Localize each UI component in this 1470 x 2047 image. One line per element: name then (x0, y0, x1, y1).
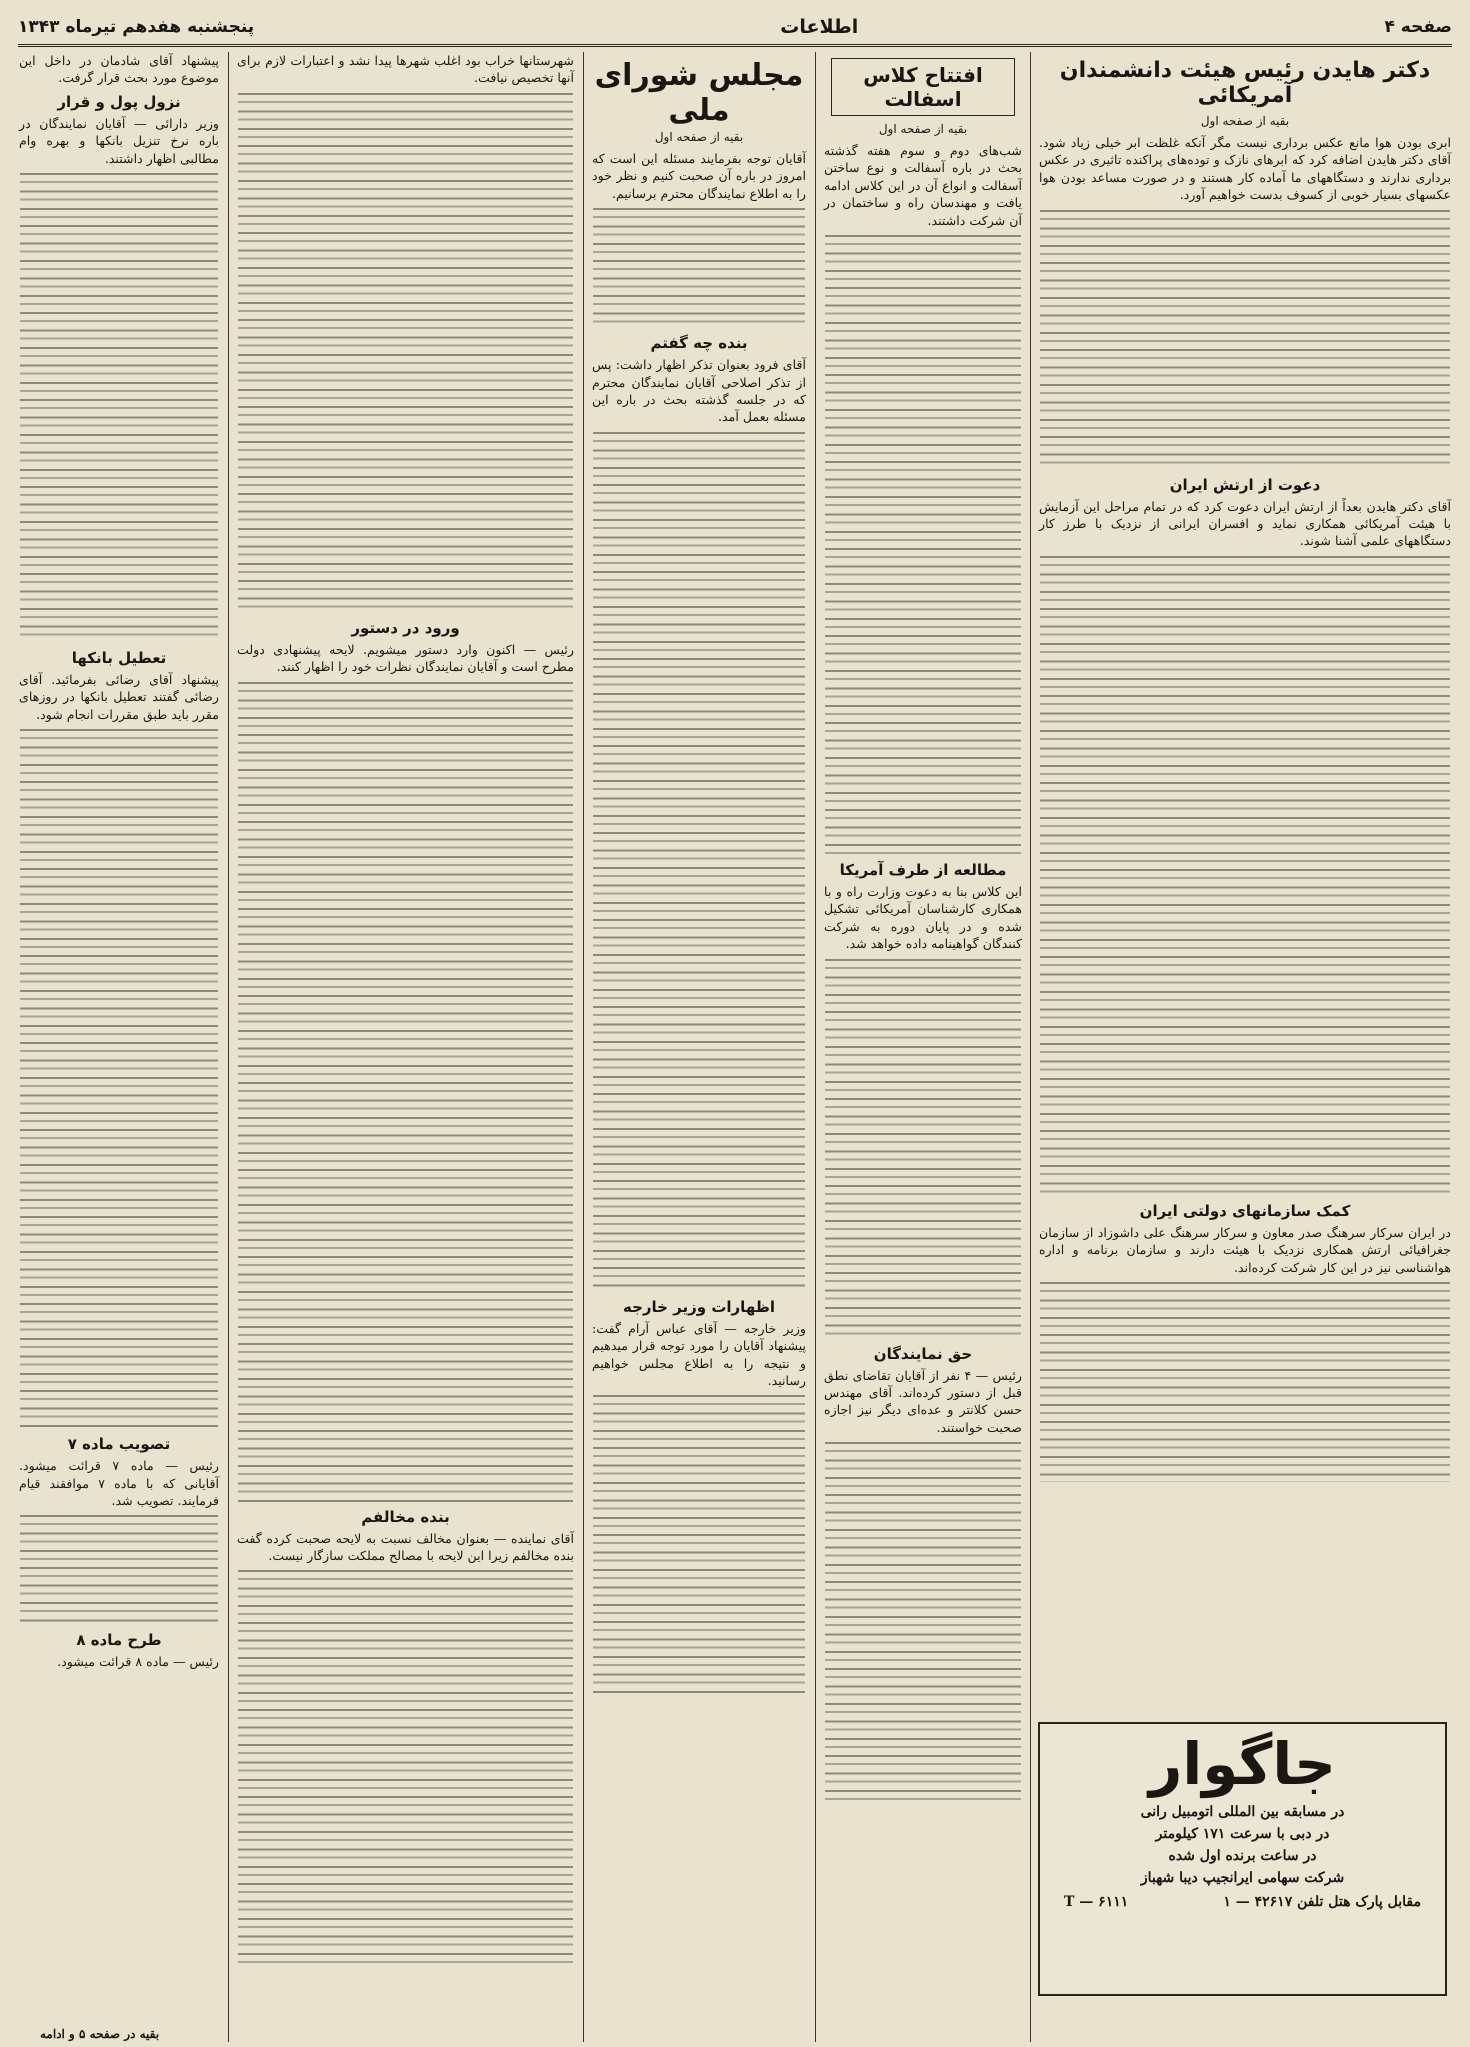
body-text-block (1040, 210, 1450, 470)
headline: دکتر هایدن رئیس هیئت دانشمندان آمریکائی (1059, 58, 1431, 108)
ad-phone: ۶۱۱۱ — T (1064, 1894, 1129, 1910)
body-text-block (238, 682, 573, 1502)
article-text: آقایان توجه بفرمایند مسئله این است که امروز در باره آن صحبت کنیم و نظر خود را به اطلاع نمایندگان محترم برسانیم. (592, 151, 806, 201)
subheading: تعطیل بانکها (71, 649, 167, 668)
jaguar-advertisement (1038, 1722, 1447, 1996)
subheading: اظهارات وزیر خارجه (622, 1297, 775, 1316)
subheading: بنده مخالفم (361, 1507, 450, 1526)
article-text: پیشنهاد آقای رضائی بفرمائید. آقای رضائی گفتند تعطیل بانکها در روزهای مقرر باید طبق مقررات انجام شود. (19, 672, 219, 722)
subheading: کمک سازمانهای دولتی ایران (1139, 1201, 1351, 1220)
continued-note: بقیه از صفحه اول (1200, 114, 1290, 128)
ad-address: مقابل پارک هتل تلفن ۴۲۶۱۷ — ۱ (1223, 1894, 1421, 1910)
column-rule (583, 52, 584, 2042)
issue-date: پنجشنبه هفدهم تیرماه ۱۳۴۳ (18, 17, 255, 37)
article-text: در ایران سرکار سرهنگ صدر معاون و سرکار سرهنگ علی داشوزاد از سازمان جغرافیائی ارتش همکاری نزدیک با هیئت دارند و سازمان برنامه و اداره هواشناسی نیز در این کار شرکت کرده‌اند. (1039, 1224, 1451, 1275)
paper-name: اطلاعات (780, 16, 859, 38)
body-text-block (593, 432, 805, 1292)
article-text: رئیس — ۴ نفر از آقایان تقاضای نطق قبل از دستور کرده‌اند. آقای مهندس حسن کلانتر و عده‌ای دیگر نیز اجازه صحبت خواستند. (824, 1367, 1023, 1435)
ad-line: در مسابقه بین المللی اتومبیل رانی (1140, 1804, 1345, 1820)
subheading: بنده چه گفتم (650, 334, 748, 353)
article-text: شهرستانها خراب بود اغلب شهرها پیدا نشد و اعتبارات لازم برای آنها تخصیص نیافت. (237, 53, 574, 86)
body-text-block (825, 1442, 1021, 1802)
article-majlis (589, 52, 809, 2037)
article-text: شب‌های دوم و سوم هفته گذشته بحث در باره آسفالت و نوع ساختن آسفالت و انواع آن در این کلاس ادامه یافت و مهندسان راه و ساختمان در آن شرکت داشتند. (824, 143, 1022, 228)
article-text: آقای فرود بعنوان تذکر اظهار داشت: پس از تذکر اصلاحی آقایان نمایندگان محترم که در جلسه گذشته بحث در باره این مسئله بعمل آمد. (592, 357, 806, 425)
body-text-block (20, 729, 218, 1429)
article-text: آقای نماینده — بعنوان مخالف نسبت به لایحه صحبت کرده گفت بنده مخالفم زیرا این لایحه با مصالح مملکت سازگار نیست. (237, 1530, 574, 1564)
article-majlis-continued (234, 52, 577, 2037)
article-text: رئیس — ماده ۸ قرائت میشود. (57, 1654, 219, 1670)
article-text: پیشنهاد آقای شادمان در داخل این موضوع مورد بحث قرار گرفت. (19, 53, 219, 86)
subheading: طرح ماده ۸ (76, 1631, 162, 1650)
body-text-block (20, 1515, 218, 1625)
page-number: صفحه ۴ (1384, 17, 1452, 37)
subheading: حق نمایندگان (873, 1344, 973, 1363)
continued-note: بقیه از صفحه اول (878, 122, 968, 136)
headline: افتتاح کلاس اسفالت (831, 58, 1015, 116)
masthead (18, 10, 1452, 47)
subheading: مطالعه از طرف آمریکا (839, 861, 1007, 880)
subheading: دعوت از ارتش ایران (1169, 475, 1321, 494)
body-text-block (825, 959, 1021, 1339)
body-text-block (1040, 1282, 1450, 1482)
column-rule (228, 52, 229, 2042)
ad-line: شرکت سهامی ایرانجیپ دیبا شهباز (1140, 1870, 1345, 1886)
article-text: این کلاس بنا به دعوت وزارت راه و با همکاری کارشناسان آمریکائی تشکیل شده و در پایان دوره به شرکت کنندگان گواهینامه داده خواهد شد. (824, 884, 1022, 952)
article-banks (16, 52, 222, 2037)
article-text: آقای دکتر هایدن بعداً از ارتش ایران دعوت کرد که در تمام مراحل این آزمایش با هیئت آمریکائی همکاری نماید و افسران ایرانی از نزدیک با طرز کار دستگاههای علمی آشنا شوند. (1039, 498, 1451, 549)
body-text-block (1040, 556, 1450, 1196)
body-text-block (825, 235, 1021, 855)
article-text: وزیر دارائی — آقایان نمایندگان در باره نرخ تنزیل بانکها و بهره وام مطالبی اظهار داشتند. (19, 115, 219, 166)
article-text: رئیس — ماده ۷ قرائت میشود. آقایانی که با ماده ۷ موافقند قیام فرمایند. تصویب شد. (19, 1458, 220, 1509)
ad-line: در دبی با سرعت ۱۷۱ کیلومتر (1155, 1826, 1330, 1842)
continued-footer: بقیه در صفحه ۵ و ادامه (40, 2027, 160, 2041)
continued-note: بقیه از صفحه اول (654, 130, 744, 144)
ad-contact (1064, 1894, 1421, 1910)
body-text-block (593, 1395, 805, 1695)
ad-line: در ساعت برنده اول شده (1168, 1848, 1317, 1864)
article-text: رئیس — اکنون وارد دستور میشویم. لایحه پیشنهادی دولت مطرح است و آقایان نمایندگان نظرات خود را اظهار کنند. (237, 641, 574, 675)
ad-logo: جاگوار (1149, 1730, 1336, 1798)
article-text: ابری بودن هوا مانع عکس برداری نیست مگر آنکه غلظت ابر خیلی زیاد شود. آقای دکتر هایدن اضافه کرد که ابرهای نازک و توده‌های پراکنده تاثیری در عکس برداری ندارند و دستگاههای ما آماده کار هستند و در صورت مساعد بودن هوا عکسهای بسیار خوبی از کسوف بدست خواهیم آورد. (1039, 135, 1451, 203)
subheading: ورود در دستور (351, 618, 460, 637)
article-text: وزیر خارجه — آقای عباس آرام گفت: پیشنهاد آقایان را مورد توجه قرار میدهیم و نتیجه را به اطلاع مجلس خواهیم رسانید. (592, 1320, 806, 1389)
subheading: تصویب ماده ۷ (67, 1435, 171, 1454)
subheading: نزول پول و قرار (57, 92, 181, 111)
headline: مجلس شورای ملی (594, 58, 804, 128)
article-hayden (1036, 52, 1454, 1712)
body-text-block (238, 1570, 573, 1970)
column-rule (815, 52, 816, 2042)
body-text-block (238, 93, 573, 613)
article-asphalt-class (821, 52, 1025, 2037)
column-rule (1030, 52, 1031, 2042)
body-text-block (20, 173, 218, 643)
body-text-block (593, 208, 805, 328)
